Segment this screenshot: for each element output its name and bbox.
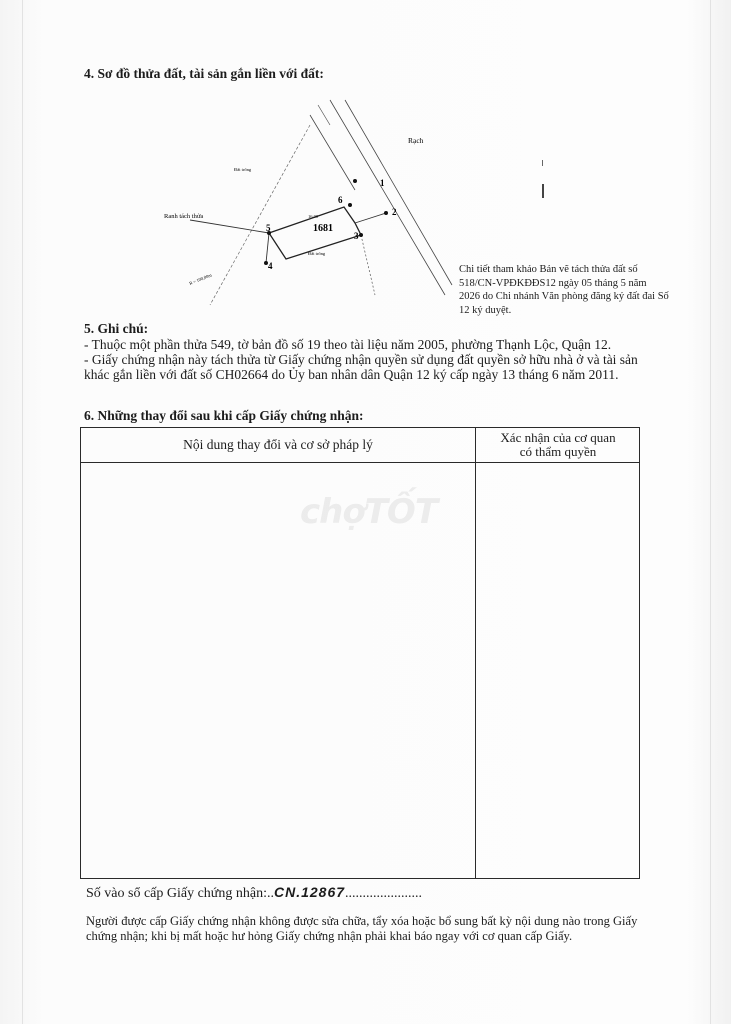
point-1-marker	[353, 179, 357, 183]
split-line	[190, 220, 269, 233]
column-header-changes: Nội dung thay đổi và cơ sở pháp lý	[183, 437, 373, 452]
road-line-1	[330, 100, 445, 295]
map-reference-note: Chi tiết tham khảo Bản vẽ tách thửa đất số 518/CN-VPĐKĐĐS12 ngày 05 tháng 5 năm 2026 do Chi nhánh Văn phòng đăng ký đất đai Số 12 ký duyệt.	[459, 264, 669, 316]
point-6-marker	[348, 203, 352, 207]
scan-mark-1	[542, 160, 543, 166]
empty-land-label-2: Đất trống	[308, 251, 326, 256]
column-header-confirmation-line1: Xác nhận của cơ quan	[500, 430, 616, 445]
watermark: chợTỐT	[300, 492, 438, 532]
empty-land-label-1: Đất trống	[234, 167, 252, 172]
scan-edge-right	[710, 0, 711, 1024]
section-5-heading: 5. Ghi chú:	[84, 321, 149, 336]
note-line-2: - Giấy chứng nhận này tách thửa từ Giấy chứng nhận quyền sử dụng đất quyền sở hữu nhà ở và tài sản khác gắn liền với đất số CH02664 do Ủy ban nhân dân Quận 12 ký cấp ngày 13 tháng 6 năm 2011.	[84, 352, 638, 382]
point-4-label: 4	[268, 261, 273, 271]
scan-edge-left	[22, 0, 23, 1024]
point-3-marker	[359, 233, 363, 237]
road-edge	[361, 235, 375, 295]
scan-mark-2	[542, 184, 544, 198]
section-4-heading: 4. Sơ đồ thửa đất, tài sản gắn liền với đất:	[84, 66, 324, 81]
registry-line	[86, 884, 422, 902]
table-header-divider	[81, 462, 639, 463]
west-boundary	[266, 233, 269, 263]
river-label: Rạch	[408, 136, 424, 145]
point-6-label: 6	[338, 195, 343, 205]
note-line-1: - Thuộc một phần thửa 549, tờ bản đồ số 19 theo tài liệu năm 2005, phường Thạnh Lộc, Quận 12.	[84, 337, 612, 352]
split-line-label: Ranh tách thửa	[164, 213, 204, 220]
radius-label: R = 100,00m	[188, 272, 213, 286]
east-boundary	[355, 213, 386, 223]
point-5-label: 5	[266, 223, 271, 233]
parcel-number: 1681	[313, 223, 333, 234]
footer-warning: Người được cấp Giấy chứng nhận không được sửa chữa, tẩy xóa hoặc bổ sung bất kỳ nội dung nào trong Giấy chứng nhận; khi bị mất hoặc hư hỏng Giấy chứng nhận phải khai báo ngay với cơ quan cấp Giấy.	[86, 914, 638, 943]
point-2-marker	[384, 211, 388, 215]
parcel-map	[150, 95, 460, 325]
registry-number: CN.12867	[274, 884, 346, 900]
registry-dots: ......................	[345, 886, 423, 901]
point-1-label: 1	[380, 178, 385, 188]
parcel-map-drawing	[150, 95, 460, 325]
column-header-confirmation	[477, 431, 639, 458]
road-line-2	[345, 100, 452, 285]
road-line-3	[318, 105, 330, 125]
section-6-heading: 6. Những thay đổi sau khi cấp Giấy chứng nhận:	[84, 408, 364, 423]
boundary-arc	[210, 125, 310, 305]
road-line-4	[310, 115, 355, 190]
point-3-label: 3	[354, 231, 359, 241]
lot-width-label: 16.00	[308, 214, 319, 219]
table-column-divider	[475, 428, 476, 878]
registry-label: Số vào sổ cấp Giấy chứng nhận:..	[86, 886, 274, 901]
point-2-label: 2	[392, 207, 397, 217]
column-header-confirmation-line2: có thẩm quyền	[519, 443, 597, 459]
